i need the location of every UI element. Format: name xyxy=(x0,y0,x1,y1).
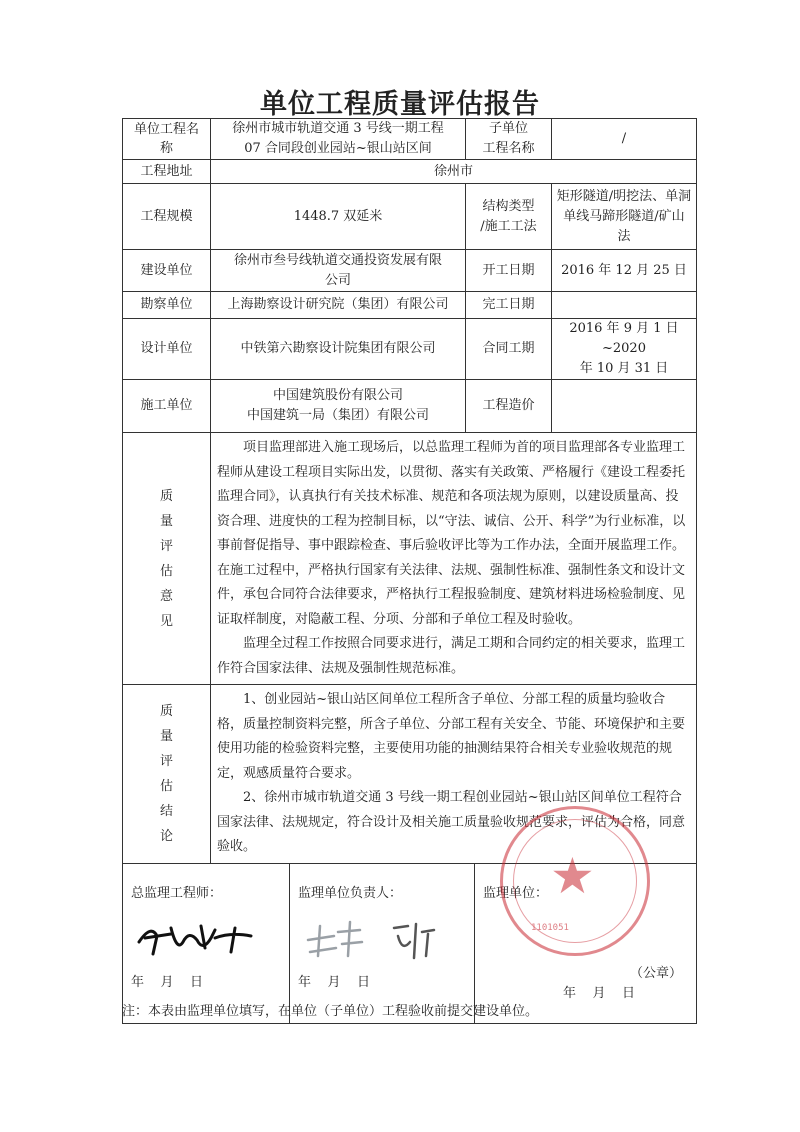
sub-unit-value: / xyxy=(552,119,697,160)
leader-signature xyxy=(298,912,448,962)
period-value: 2016 年 9 月 1 日~2020 年 10 月 31 日 xyxy=(552,319,697,380)
survey-value: 上海勘察设计研究院（集团）有限公司 xyxy=(211,292,466,319)
survey-label: 勘察单位 xyxy=(123,292,211,319)
footnote: 注：本表由监理单位填写，在单位（子单位）工程验收前提交建设单位。 xyxy=(122,1004,539,1019)
opinion-paragraph-2: 监理全过程工作按照合同要求进行，满足工期和合同约定的相关要求，监理工作符合国家法律、法规及强制性规范标准。 xyxy=(217,636,686,676)
opinion-label: 质 量 评 估 意 见 xyxy=(123,433,211,685)
leader-date: 年 月 日 xyxy=(298,974,371,990)
leader-label: 监理单位负责人： xyxy=(298,885,403,901)
leader-signature-cell xyxy=(290,864,475,1023)
seal-label: （公章） xyxy=(629,965,682,981)
structure-label: 结构类型 /施工工法 xyxy=(466,184,552,250)
seal-star-icon: ★ xyxy=(550,847,595,905)
builder-value: 徐州市叁号线轨道交通投资发展有限 公司 xyxy=(211,250,466,292)
construct-label: 施工单位 xyxy=(123,380,211,433)
conclusion-paragraph-2: 2、徐州市城市轨道交通 3 号线一期工程创业园站~银山站区间单位工程符合国家法律、法规规定，符合设计及相关施工质量验收规范要求，评估为合格，同意验收。 xyxy=(217,790,686,854)
start-value: 2016 年 12 月 25 日 xyxy=(552,250,697,292)
conclusion-paragraph-1: 1、创业园站~银山站区间单位工程所含子单位、分部工程的质量均验收合格，质量控制资料完整，所含子单位、分部工程有关安全、节能、环境保护和主要使用功能的检验资料完整，主要使用功能的抽测结果符合相关专业验收规范的规定，观感质量符合要求。 xyxy=(217,692,686,781)
period-label: 合同工期 xyxy=(466,319,552,380)
chief-date: 年 月 日 xyxy=(131,974,204,990)
unit-date: 年 月 日 xyxy=(563,985,636,1001)
official-seal xyxy=(500,806,650,956)
cost-value xyxy=(552,380,697,433)
construct-value: 中国建筑股份有限公司 中国建筑一局（集团）有限公司 xyxy=(211,380,466,433)
design-label: 设计单位 xyxy=(123,319,211,380)
chief-label: 总监理工程师： xyxy=(131,885,223,901)
finish-value xyxy=(552,292,697,319)
structure-value: 矩形隧道/明挖法、单洞 单线马蹄形隧道/矿山 法 xyxy=(552,184,697,250)
unit-name-value: 徐州市城市轨道交通 3 号线一期工程 07 合同段创业园站~银山站区间 xyxy=(211,119,466,160)
start-label: 开工日期 xyxy=(466,250,552,292)
finish-label: 完工日期 xyxy=(466,292,552,319)
address-label: 工程地址 xyxy=(123,160,211,184)
page-title: 单位工程质量评估报告 xyxy=(260,89,540,120)
chief-signature-cell xyxy=(123,864,290,1023)
unit-label: 监理单位： xyxy=(483,885,549,901)
scale-label: 工程规模 xyxy=(123,184,211,250)
design-value: 中铁第六勘察设计院集团有限公司 xyxy=(211,319,466,380)
sub-unit-label: 子单位 工程名称 xyxy=(466,119,552,160)
opinion-paragraph-1: 项目监理部进入施工现场后，以总监理工程师为首的项目监理部各专业监理工程师从建设工程项目实际出发，以贯彻、落实有关政策、严格履行《建设工程委托监理合同》，认真执行有关技术标准、规范和各项法规为原则，以建设质量高、投资合理、进度快的工程为控制目标，以“守法、诚信、公开、科学”为行业标准，以事前督促指导、事中跟踪检查、事后验收评比等为工作办法，全面开展监理工作。在施工过程中，严格执行国家有关法律、法规、强制性标准、强制性条文和设计文件，承包合同符合法律要求，严格执行工程报验制度、建筑材料进场检验制度、见证取样制度，对隐蔽工程、分项、分部和子单位工程及时验收。 xyxy=(217,440,686,627)
cost-label: 工程造价 xyxy=(466,380,552,433)
seal-code: 1101051 xyxy=(531,923,569,933)
address-value: 徐州市 xyxy=(211,160,697,184)
conclusion-label: 质 量 评 估 结 论 xyxy=(123,685,211,864)
scale-value: 1448.7 双延米 xyxy=(211,184,466,250)
unit-name-label: 单位工程名称 xyxy=(123,119,211,160)
builder-label: 建设单位 xyxy=(123,250,211,292)
opinion-text xyxy=(211,433,697,685)
chief-signature xyxy=(131,912,261,962)
